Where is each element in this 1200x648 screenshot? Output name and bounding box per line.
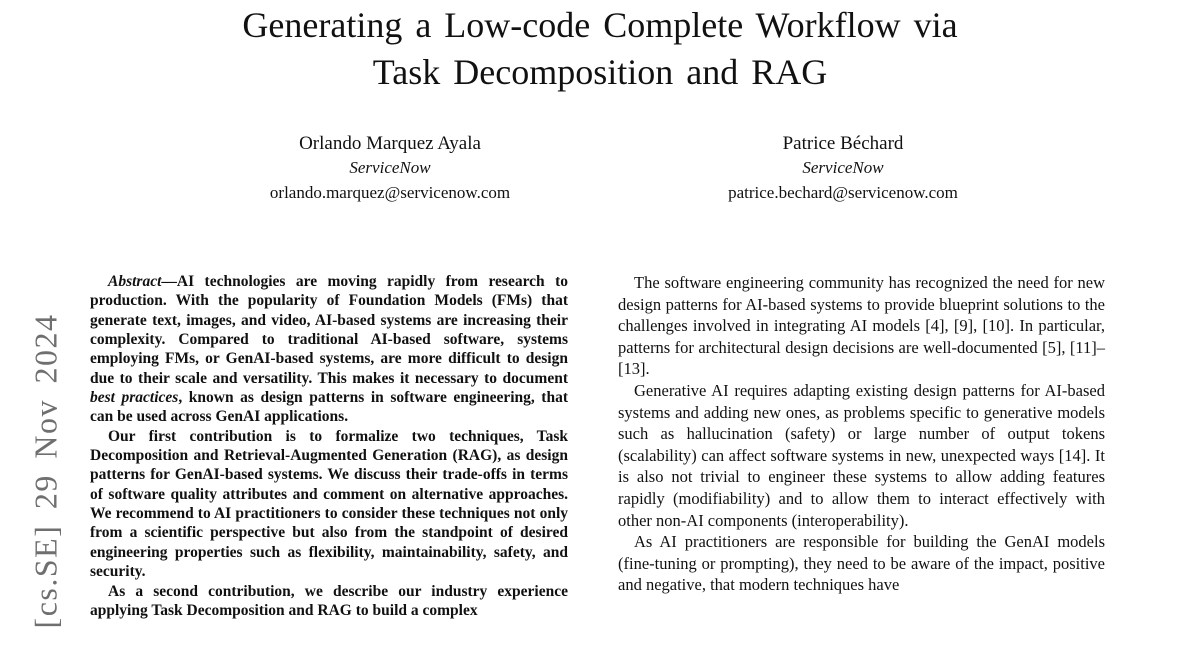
arxiv-watermark: [cs.SE] 29 Nov 2024 [27,313,64,629]
author-affiliation: ServiceNow [802,158,884,177]
author-block-1 [165,131,615,206]
author-block-2 [618,131,1068,206]
paper-title [0,2,1200,96]
body-paragraph-1: The software engineering community has recognized the need for new design patterns for AI-based systems to provide blueprint solutions to the challenges involved in integrating AI models [4], [9], [10]. In particular, patterns for architectural design decisions are well-documented [5], [11]–[13]. [618,273,1105,379]
abstract-label: Abstract [108,273,162,290]
body-paragraph-2: Generative AI requires adapting existing design patterns for AI-based systems and adding new ones, as problems specific to generative models such as hallucination (safety) or large number of output tokens (scalability) can affect software systems in new, unexpected ways [14]. It is also not trivial to engineer these systems to allow adding features rapidly (modifiability) and to allow them to interact effectively with other non-AI components (interoperability). [618,380,1105,530]
paper-title-line1: Generating a Low-code Complete Workflow via [242,5,958,45]
abstract-paragraph-2: Our first contribution is to formalize two techniques, Task Decomposition and Retrieval-Augmented Generation (RAG), as design patterns for GenAI-based systems. We discuss their trade-offs in terms of software quality attributes and comment on alternative approaches. We recommend to AI practitioners to consider these techniques not only from a scientific perspective but also from the standpoint of desired engineering properties such as flexibility, maintainability, safety, and security. [90,427,568,581]
body-paragraph-3: As AI practitioners are responsible for building the GenAI models (fine-tuning or prompting), they need to be aware of the impact, positive and negative, that modern techniques have [618,532,1105,595]
abstract-text: , known as design patterns in software engineering, that can be used across GenAI applications. [90,389,568,426]
author-email: orlando.marquez@servicenow.com [269,183,511,202]
abstract-paragraph-1 [90,272,568,427]
abstract-emphasis: best practices [90,389,179,407]
abstract-paragraph-3: As a second contribution, we describe our industry experience applying Task Decomposition and RAG to build a complex [90,582,568,619]
introduction-column [618,272,1105,596]
abstract-text: —AI technologies are moving rapidly from research to production. With the popularity of Foundation Models (FMs) that generate text, images, and video, AI-based systems are increasing their complexity. Compared to traditional AI-based software, systems employing FMs, or GenAI-based systems, are more difficult to design due to their scale and versatility. This makes it necessary to document [90,273,568,387]
paper-title-line2: Task Decomposition and RAG [372,52,828,92]
author-name: Patrice Béchard [782,133,904,154]
author-email: patrice.bechard@servicenow.com [728,183,958,202]
abstract-column [90,272,568,620]
author-name: Orlando Marquez Ayala [299,133,481,154]
author-affiliation: ServiceNow [349,158,431,177]
